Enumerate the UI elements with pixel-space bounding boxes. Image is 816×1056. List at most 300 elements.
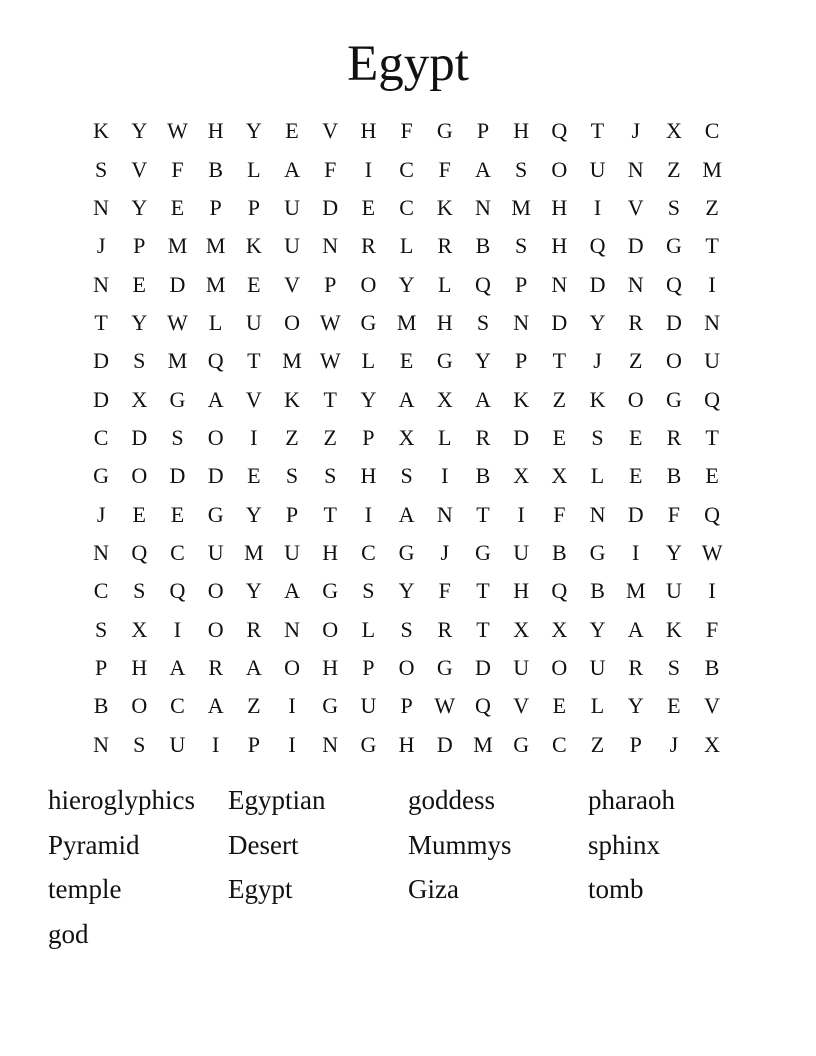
grid-letter: I	[632, 539, 640, 565]
grid-letter: D	[665, 309, 682, 335]
grid-letter: Z	[285, 424, 299, 450]
grid-letter: X	[704, 731, 721, 757]
grid-letter: H	[398, 731, 415, 757]
grid-letter: Q	[475, 693, 491, 719]
grid-letter: A	[207, 693, 224, 719]
grid-letter: N	[284, 616, 300, 642]
grid-letter: O	[322, 616, 339, 642]
grid-letter: N	[93, 539, 110, 565]
grid-letter: P	[247, 731, 260, 757]
grid-letter: N	[436, 501, 453, 527]
grid-letter: S	[667, 654, 681, 680]
grid-letter: Y	[245, 578, 262, 604]
grid-letter: S	[133, 348, 146, 374]
grid-letter: U	[589, 654, 606, 680]
grid-letter: W	[319, 348, 341, 374]
letter-grid	[82, 112, 732, 764]
grid-letter: G	[398, 539, 415, 565]
grid-letter: Y	[360, 386, 377, 412]
grid-letter: X	[513, 616, 530, 642]
word-list-item: hieroglyphics	[48, 785, 195, 815]
grid-letter: P	[285, 501, 299, 527]
grid-letter: J	[631, 118, 640, 144]
grid-row	[82, 534, 732, 572]
grid-letter: C	[93, 424, 109, 450]
grid-letter: Y	[627, 693, 644, 719]
grid-letter: C	[399, 194, 414, 220]
grid-letter: I	[173, 616, 182, 642]
grid-letter: O	[665, 348, 682, 374]
grid-letter: P	[515, 271, 528, 297]
grid-letter: S	[324, 463, 337, 489]
grid-letter: U	[665, 578, 682, 604]
grid-letter: D	[131, 424, 148, 450]
grid-letter: V	[513, 693, 530, 719]
grid-letter: O	[284, 309, 300, 335]
grid-letter: I	[708, 271, 716, 297]
grid-letter: S	[285, 463, 299, 489]
grid-letter: E	[285, 118, 299, 144]
grid-letter: E	[399, 348, 414, 374]
grid-letter: N	[627, 271, 644, 297]
grid-letter: X	[551, 616, 568, 642]
grid-letter: Q	[169, 578, 186, 604]
grid-letter: M	[244, 539, 264, 565]
grid-letter: C	[552, 731, 567, 757]
grid-letter: N	[322, 233, 339, 259]
grid-letter: Q	[131, 539, 148, 565]
grid-letter: O	[551, 156, 568, 182]
grid-letter: R	[666, 424, 682, 450]
grid-letter: W	[319, 309, 341, 335]
grid-row	[82, 572, 732, 610]
word-list-item: pharaoh	[588, 785, 675, 815]
grid-letter: H	[322, 654, 339, 680]
grid-letter: X	[131, 616, 148, 642]
grid-letter: K	[245, 233, 262, 259]
grid-letter: S	[515, 233, 528, 259]
grid-letter: O	[207, 424, 224, 450]
grid-letter: T	[705, 233, 719, 259]
grid-letter: I	[211, 731, 220, 757]
grid-letter: O	[398, 654, 415, 680]
grid-row	[82, 610, 732, 648]
grid-letter: E	[628, 424, 643, 450]
grid-letter: U	[284, 539, 300, 565]
grid-letter: W	[434, 693, 456, 719]
grid-letter: G	[360, 731, 377, 757]
grid-letter: L	[590, 463, 605, 489]
grid-letter: U	[284, 194, 300, 220]
grid-letter: H	[360, 463, 377, 489]
grid-letter: T	[476, 578, 490, 604]
grid-letter: C	[399, 156, 414, 182]
grid-letter: L	[247, 156, 261, 182]
grid-letter: A	[284, 578, 300, 604]
grid-letter: I	[250, 424, 258, 450]
grid-letter: R	[475, 424, 491, 450]
grid-letter: Y	[398, 578, 415, 604]
grid-letter: P	[362, 424, 375, 450]
grid-letter: M	[396, 309, 417, 335]
grid-letter: P	[94, 654, 108, 680]
grid-letter: K	[284, 386, 300, 412]
grid-row	[82, 342, 732, 380]
grid-letter: U	[704, 348, 721, 374]
word-list-item: Egyptian	[228, 785, 326, 815]
grid-letter: X	[131, 386, 148, 412]
grid-letter: S	[171, 424, 184, 450]
grid-letter: M	[625, 578, 646, 604]
grid-letter: S	[400, 616, 413, 642]
grid-letter: H	[131, 654, 148, 680]
grid-letter: B	[666, 463, 682, 489]
grid-letter: T	[476, 501, 490, 527]
grid-letter: F	[438, 578, 451, 604]
grid-letter: N	[93, 194, 110, 220]
grid-letter: D	[551, 309, 568, 335]
grid-letter: B	[475, 463, 491, 489]
grid-letter: C	[361, 539, 376, 565]
grid-letter: G	[322, 578, 339, 604]
grid-letter: A	[475, 386, 491, 412]
grid-letter: G	[436, 654, 453, 680]
grid-letter: C	[170, 693, 185, 719]
grid-letter: I	[364, 156, 373, 182]
grid-letter: V	[322, 118, 339, 144]
grid-letter: E	[361, 194, 376, 220]
grid-letter: L	[438, 271, 452, 297]
grid-letter: K	[93, 118, 110, 144]
grid-row	[82, 112, 732, 150]
grid-row	[82, 304, 732, 342]
grid-letter: E	[667, 693, 681, 719]
grid-letter: G	[93, 463, 110, 489]
grid-letter: E	[170, 194, 185, 220]
grid-row	[82, 150, 732, 188]
grid-letter: D	[169, 271, 186, 297]
grid-letter: Z	[590, 731, 605, 757]
grid-letter: M	[167, 348, 188, 374]
grid-letter: H	[322, 539, 339, 565]
grid-letter: D	[589, 271, 606, 297]
grid-letter: E	[552, 693, 567, 719]
grid-letter: N	[513, 309, 530, 335]
grid-letter: O	[360, 271, 377, 297]
grid-letter: W	[701, 539, 723, 565]
grid-letter: R	[437, 233, 453, 259]
grid-row	[82, 227, 732, 265]
grid-letter: T	[590, 118, 605, 144]
grid-row	[82, 457, 732, 495]
grid-letter: H	[360, 118, 377, 144]
grid-letter: Y	[245, 118, 262, 144]
grid-letter: A	[475, 156, 491, 182]
grid-letter: H	[551, 194, 568, 220]
grid-letter: R	[437, 616, 453, 642]
grid-letter: S	[400, 463, 413, 489]
grid-letter: H	[513, 578, 530, 604]
grid-letter: G	[322, 693, 339, 719]
grid-letter: I	[441, 463, 449, 489]
grid-letter: X	[436, 386, 453, 412]
grid-row	[82, 726, 732, 764]
word-list-item: goddess	[408, 785, 495, 815]
grid-letter: S	[476, 309, 490, 335]
grid-letter: N	[589, 501, 606, 527]
grid-letter: V	[627, 194, 644, 220]
grid-letter: P	[209, 194, 222, 220]
grid-letter: I	[517, 501, 525, 527]
grid-letter: S	[667, 194, 681, 220]
grid-letter: R	[361, 233, 376, 259]
grid-letter: U	[284, 233, 300, 259]
grid-letter: P	[476, 118, 490, 144]
grid-letter: N	[551, 271, 568, 297]
grid-letter: D	[436, 731, 453, 757]
grid-letter: Y	[475, 348, 491, 374]
grid-letter: G	[665, 386, 682, 412]
grid-row	[82, 380, 732, 418]
word-list-item: Mummys	[408, 829, 512, 860]
grid-letter: F	[324, 156, 337, 182]
grid-letter: I	[364, 501, 373, 527]
page-title: Egypt	[347, 36, 469, 92]
grid-letter: U	[589, 156, 606, 182]
grid-letter: M	[205, 271, 226, 297]
grid-letter: E	[705, 463, 719, 489]
grid-letter: Q	[551, 578, 568, 604]
grid-letter: E	[132, 501, 146, 527]
grid-letter: J	[96, 501, 106, 527]
grid-letter: Q	[551, 118, 568, 144]
grid-letter: S	[94, 616, 108, 642]
grid-row	[82, 649, 732, 687]
grid-letter: T	[705, 424, 719, 450]
grid-letter: U	[245, 309, 262, 335]
grid-letter: A	[398, 386, 415, 412]
grid-letter: O	[131, 463, 148, 489]
grid-letter: N	[627, 156, 644, 182]
grid-letter: U	[360, 693, 377, 719]
grid-letter: N	[93, 271, 110, 297]
grid-letter: A	[207, 386, 224, 412]
grid-letter: I	[288, 731, 296, 757]
grid-letter: S	[133, 578, 146, 604]
grid-letter: W	[167, 309, 188, 335]
grid-letter: K	[589, 386, 606, 412]
word-list-item: Giza	[408, 874, 459, 905]
grid-letter: G	[207, 501, 224, 527]
grid-letter: M	[282, 348, 302, 374]
grid-letter: Y	[589, 616, 606, 642]
grid-letter: O	[131, 693, 148, 719]
grid-letter: Y	[131, 309, 148, 335]
grid-letter: V	[704, 693, 721, 719]
grid-letter: Z	[552, 386, 567, 412]
grid-letter: T	[94, 309, 108, 335]
grid-letter: K	[436, 194, 453, 220]
grid-letter: G	[169, 386, 186, 412]
grid-letter: T	[323, 501, 337, 527]
grid-letter: L	[361, 348, 376, 374]
grid-letter: Z	[667, 156, 681, 182]
grid-letter: U	[169, 731, 186, 757]
grid-letter: V	[131, 156, 148, 182]
grid-letter: D	[322, 194, 339, 220]
grid-letter: G	[360, 309, 377, 335]
grid-letter: P	[515, 348, 528, 374]
grid-letter: P	[247, 194, 260, 220]
grid-letter: Y	[131, 194, 148, 220]
grid-letter: D	[93, 386, 110, 412]
grid-letter: I	[288, 693, 296, 719]
grid-letter: E	[132, 271, 146, 297]
grid-letter: F	[400, 118, 413, 144]
grid-letter: B	[208, 156, 223, 182]
grid-letter: M	[205, 233, 226, 259]
grid-letter: M	[473, 731, 493, 757]
grid-letter: X	[665, 118, 682, 144]
grid-letter: T	[552, 348, 567, 374]
grid-letter: Y	[589, 309, 606, 335]
grid-letter: O	[551, 654, 568, 680]
grid-letter: L	[399, 233, 414, 259]
grid-letter: F	[171, 156, 184, 182]
grid-letter: X	[513, 463, 530, 489]
grid-letter: S	[133, 731, 146, 757]
grid-letter: O	[207, 578, 224, 604]
grid-letter: V	[245, 386, 262, 412]
grid-letter: D	[93, 348, 110, 374]
grid-letter: M	[702, 156, 722, 182]
grid-letter: G	[513, 731, 530, 757]
grid-letter: B	[552, 539, 567, 565]
grid-letter: E	[628, 463, 643, 489]
grid-letter: F	[438, 156, 451, 182]
grid-letter: B	[475, 233, 491, 259]
grid-letter: D	[207, 463, 224, 489]
grid-letter: P	[400, 693, 413, 719]
grid-letter: K	[665, 616, 682, 642]
grid-letter: P	[324, 271, 337, 297]
grid-letter: B	[93, 693, 109, 719]
grid-letter: K	[513, 386, 530, 412]
grid-letter: C	[93, 578, 109, 604]
grid-letter: D	[627, 501, 644, 527]
grid-letter: C	[170, 539, 185, 565]
grid-letter: S	[515, 156, 528, 182]
grid-letter: A	[398, 501, 415, 527]
grid-letter: O	[284, 654, 300, 680]
grid-letter: S	[94, 156, 108, 182]
grid-letter: X	[551, 463, 568, 489]
grid-letter: B	[704, 654, 720, 680]
grid-letter: J	[593, 348, 602, 374]
grid-letter: Q	[207, 348, 224, 374]
grid-letter: Z	[247, 693, 261, 719]
grid-letter: S	[362, 578, 375, 604]
grid-letter: E	[552, 424, 567, 450]
grid-letter: L	[208, 309, 223, 335]
grid-row	[82, 265, 732, 303]
word-list	[48, 778, 768, 957]
grid-letter: A	[169, 654, 186, 680]
grid-letter: H	[551, 233, 568, 259]
grid-letter: A	[627, 616, 644, 642]
grid-letter: F	[553, 501, 566, 527]
grid-letter: X	[398, 424, 415, 450]
word-list-item: Egypt	[228, 874, 293, 905]
grid-letter: D	[169, 463, 186, 489]
grid-letter: V	[284, 271, 300, 297]
grid-letter: J	[96, 233, 106, 259]
grid-letter: R	[628, 654, 644, 680]
grid-letter: W	[167, 118, 188, 144]
grid-letter: M	[511, 194, 531, 220]
grid-letter: Y	[131, 118, 148, 144]
grid-letter: N	[475, 194, 491, 220]
grid-letter: N	[704, 309, 721, 335]
grid-letter: U	[513, 654, 530, 680]
grid-letter: D	[513, 424, 530, 450]
word-list-item: god	[48, 919, 89, 950]
grid-letter: U	[513, 539, 530, 565]
grid-letter: U	[207, 539, 224, 565]
grid-letter: S	[591, 424, 604, 450]
grid-letter: T	[247, 348, 261, 374]
grid-letter: F	[667, 501, 681, 527]
grid-letter: G	[665, 233, 682, 259]
grid-letter: H	[513, 118, 530, 144]
word-list-item: temple	[48, 874, 122, 905]
grid-letter: Y	[398, 271, 415, 297]
grid-letter: I	[708, 578, 716, 604]
grid-letter: Q	[704, 386, 721, 412]
grid-letter: D	[475, 654, 491, 680]
grid-row	[82, 189, 732, 227]
grid-letter: L	[590, 693, 605, 719]
grid-letter: N	[322, 731, 339, 757]
grid-letter: H	[207, 118, 224, 144]
grid-letter: Z	[705, 194, 719, 220]
grid-letter: H	[436, 309, 453, 335]
grid-letter: E	[247, 271, 261, 297]
grid-letter: P	[133, 233, 146, 259]
grid-letter: G	[436, 118, 453, 144]
grid-letter: O	[627, 386, 644, 412]
grid-letter: L	[438, 424, 452, 450]
grid-letter: T	[476, 616, 490, 642]
grid-letter: M	[167, 233, 188, 259]
grid-letter: L	[361, 616, 376, 642]
grid-letter: G	[475, 539, 491, 565]
word-list-item: Pyramid	[48, 829, 140, 860]
word-list-item: Desert	[228, 829, 299, 860]
grid-letter: R	[246, 616, 262, 642]
grid-row	[82, 687, 732, 725]
grid-letter: J	[669, 731, 679, 757]
grid-letter: B	[590, 578, 605, 604]
grid-letter: R	[628, 309, 644, 335]
grid-letter: P	[629, 731, 642, 757]
grid-letter: F	[705, 616, 719, 642]
grid-letter: Z	[628, 348, 643, 374]
grid-letter: Q	[665, 271, 682, 297]
grid-letter: G	[589, 539, 606, 565]
word-list-item: tomb	[588, 874, 644, 905]
grid-row	[82, 419, 732, 457]
